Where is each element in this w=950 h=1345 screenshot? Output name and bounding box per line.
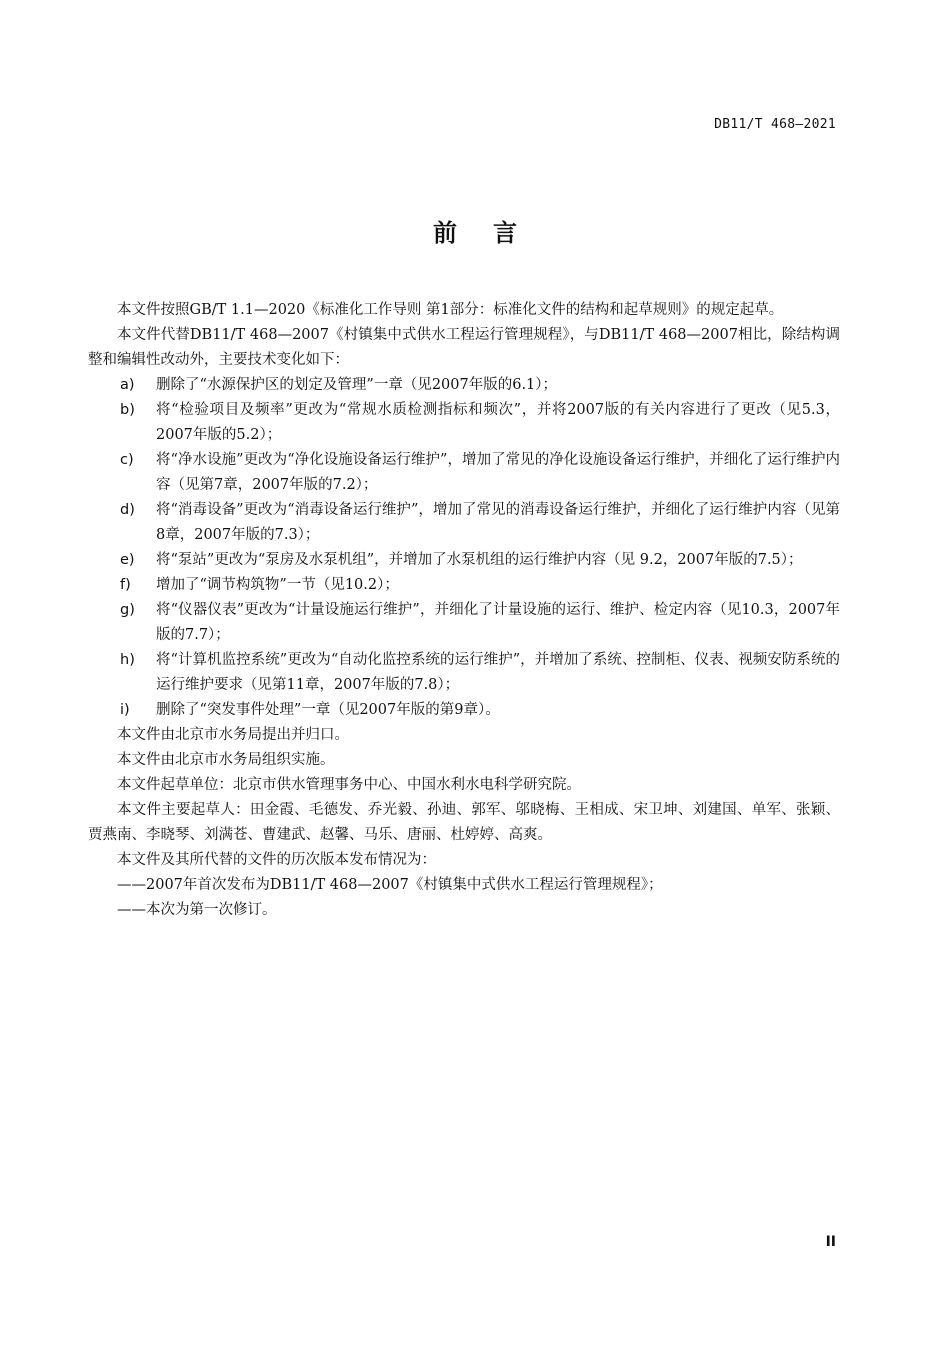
list-item-text: 增加了“调节构筑物”一节（见10.2）； (156, 577, 399, 593)
list-item (88, 398, 840, 448)
paragraph-implementer: 本文件由北京市水务局组织实施。 (117, 752, 335, 768)
list-item-label: b) (120, 402, 135, 418)
version-history-item: ——本次为第一次修订。 (117, 902, 277, 918)
list-item-label: a) (120, 377, 135, 393)
list-item (88, 598, 840, 648)
paragraph-drafting-units: 本文件起草单位：北京市供水管理事务中心、中国水利水电科学研究院。 (117, 777, 581, 793)
list-item (88, 648, 840, 698)
list-item (88, 548, 840, 573)
list-item (88, 573, 840, 598)
list-item-label: f) (120, 577, 131, 593)
list-item-text: 将“消毒设备”更改为“消毒设备运行维护”，增加了常见的消毒设备运行维护，并细化了运行维护内容（见第8章，2007年版的7.3）； (156, 502, 840, 543)
list-item-label: c) (120, 452, 134, 468)
changes-list (88, 373, 840, 723)
list-item-text: 将“泵站”更改为“泵房及水泵机组”，并增加了水泵机组的运行维护内容（见 9.2，2007年版的7.5）； (156, 552, 803, 568)
list-item-text: 将“计算机监控系统”更改为“自动化监控系统的运行维护”，并增加了系统、控制柜、仪表、视频安防系统的运行维护要求（见第11章，2007年版的7.8）； (156, 652, 840, 693)
list-item (88, 698, 840, 723)
paragraph-version-history: 本文件及其所代替的文件的历次版本发布情况为： (117, 852, 436, 868)
list-item (88, 373, 840, 398)
paragraph-drafters: 本文件主要起草人：田金霞、毛德发、乔光毅、孙迪、郭军、邬晓梅、王相成、宋卫坤、刘建国、单军、张颖、贾燕南、李晓琴、刘满苍、曹建武、赵馨、马乐、唐丽、杜婷婷、高爽。 (88, 802, 840, 843)
list-item-text: 将“检验项目及频率”更改为“常规水质检测指标和频次”，并将2007版的有关内容进行了更改（见5.3，2007年版的5.2）； (156, 402, 840, 443)
version-history-item: ——2007年首次发布为DB11/T 468—2007《村镇集中式供水工程运行管理规程》； (117, 877, 663, 893)
list-item-label: d) (120, 502, 135, 518)
list-item-text: 将“净水设施”更改为“净化设施设备运行维护”，增加了常见的净化设施设备运行维护，并细化了运行维护内容（见第7章，2007年版的7.2）； (156, 452, 840, 493)
paragraph-drafting-basis: 本文件按照GB/T 1.1—2020《标准化工作导则 第1部分：标准化文件的结构和起草规则》的规定起草。 (117, 302, 784, 318)
list-item (88, 448, 840, 498)
paragraph-proposer: 本文件由北京市水务局提出并归口。 (117, 727, 349, 743)
list-item-text: 删除了“水源保护区的划定及管理”一章（见2007年版的6.1）； (156, 377, 558, 393)
list-item-label: e) (120, 552, 135, 568)
list-item-label: g) (120, 602, 135, 618)
list-item-label: h) (120, 652, 135, 668)
paragraph-replacement: 本文件代替DB11/T 468—2007《村镇集中式供水工程运行管理规程》，与DB11/T 468—2007相比，除结构调整和编辑性改动外，主要技术变化如下： (88, 327, 840, 368)
list-item-text: 将“仪器仪表”更改为“计量设施运行维护”，并细化了计量设施的运行、维护、检定内容（见10.3，2007年版的7.7）； (156, 602, 840, 643)
page-title: 前言 (433, 219, 553, 247)
list-item-text: 删除了“突发事件处理”一章（见2007年版的第9章）。 (156, 702, 500, 718)
foreword-body (88, 298, 840, 923)
list-item (88, 498, 840, 548)
document-code: DB11/T 468—2021 (714, 117, 836, 132)
list-item-label: i) (120, 702, 130, 718)
page-number: II (825, 1234, 836, 1250)
